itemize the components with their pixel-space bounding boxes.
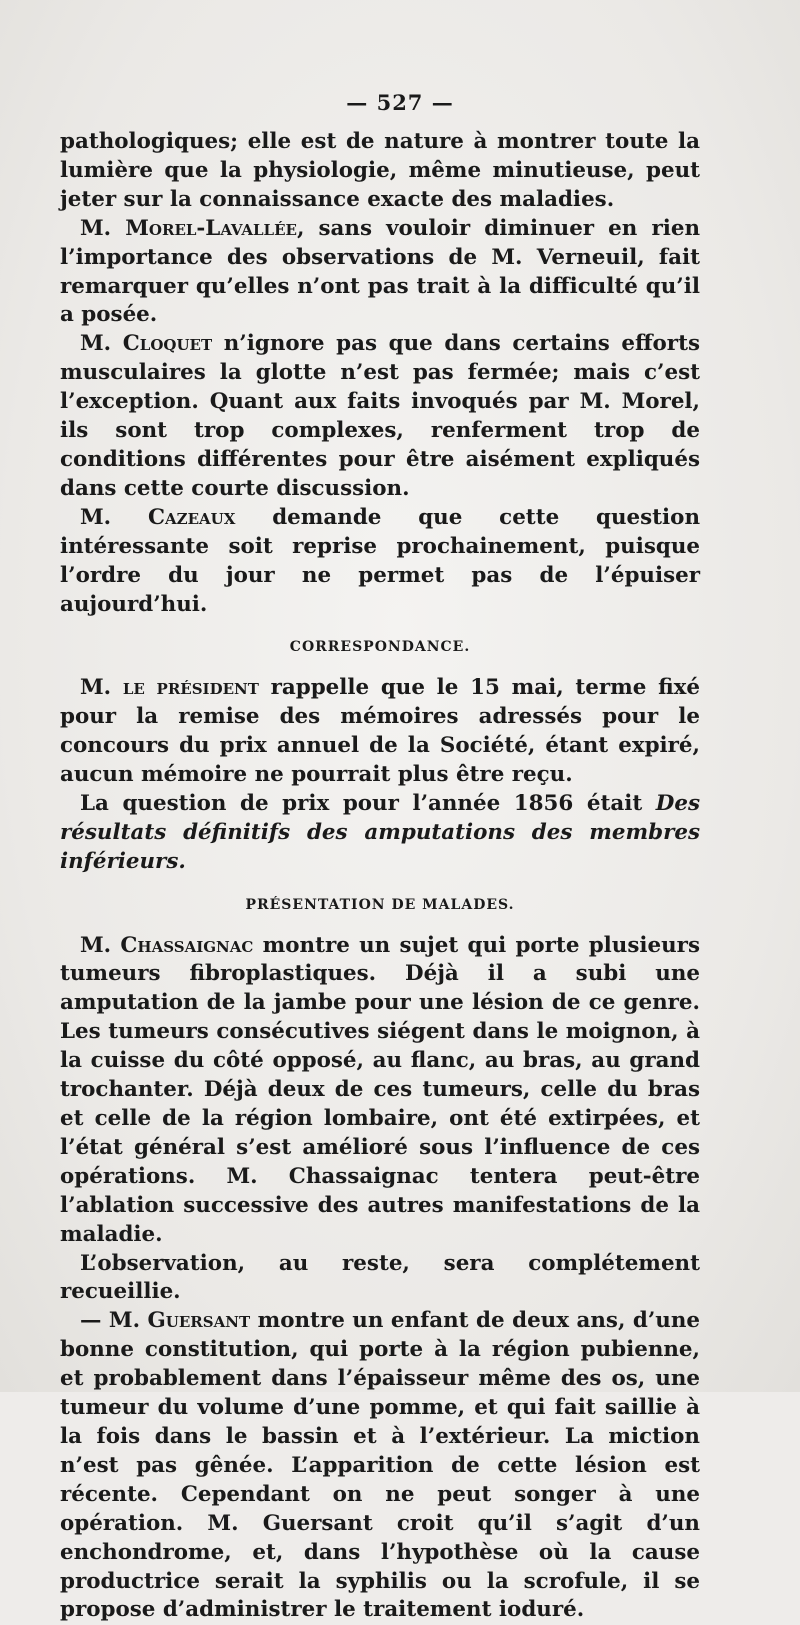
body-text — [60, 128, 700, 1625]
speech-text: n’ignore pas que dans certains efforts musculaires la glotte n’est pas fermée; mais c’est l’exception. Quant aux faits invoqués par M. Morel, ils sont trop complexes, renferment trop de conditions différentes pour être aisément expliqués dans cette courte discussion. — [60, 331, 700, 501]
prefix: M. — [80, 504, 148, 530]
speaker-name: Guersant — [147, 1308, 251, 1334]
paragraph-chassaignac — [60, 932, 700, 1250]
paragraph-prize-question — [60, 790, 700, 877]
speech-text: rappelle que le 15 mai, terme fixé pour la remise des mémoires adressés pour le concours du prix annuel de la Société, étant expiré, aucun mémoire ne pourrait plus être reçu. — [60, 675, 700, 788]
page-number: — 527 — — [346, 90, 454, 115]
prize-text: La question de prix pour l’année 1856 était — [80, 790, 656, 816]
speaker-name: Chassaignac — [120, 932, 254, 958]
prefix: M. — [80, 932, 121, 958]
prefix: — M. — [80, 1308, 148, 1334]
paragraph-cloquet — [60, 330, 700, 503]
prefix: M. — [80, 215, 126, 241]
paragraph-1: pathologiques; elle est de nature à montrer toute la lumière que la physiologie, même minutieuse, peut jeter sur la connaissance exacte des maladies. — [60, 129, 700, 212]
speaker-name: le président — [122, 675, 259, 701]
speaker-name: Cazeaux — [147, 504, 236, 530]
prefix: M. — [80, 331, 123, 357]
paragraph-cazeaux — [60, 504, 700, 620]
speech-text: , sans vouloir diminuer en rien l’importance des observations de M. Verneuil, fait remarquer qu’elles n’ont pas trait à la difficulté qu’il a posée. — [60, 215, 700, 328]
speech-text: montre un sujet qui porte plusieurs tumeurs fibroplastiques. Déjà il a subi une amputation de la jambe pour une lésion de ce genre. Les tumeurs consécutives siégent dans le moignon, à la cuisse du côté opposé, au flanc, au bras, au grand trochanter. Déjà deux de ces tumeurs, celle du bras et celle de la région lombaire, ont été extirpées, et l’état général s’est amélioré sous l’influence de ces opérations. M. Chassaignac tentera peut-être l’ablation successive des autres manifestations de la maladie. — [60, 932, 700, 1247]
speaker-name: Morel-Lavallée — [125, 215, 297, 241]
paragraph-guersant — [60, 1307, 700, 1625]
paragraph-president — [60, 674, 700, 790]
section-heading-correspondance: CORRESPONDANCE. — [289, 639, 471, 656]
paragraph-morel-lavallee — [60, 215, 700, 331]
speech-text: montre un enfant de deux ans, d’une bonne constitution, qui porte à la région pubienne, et probablement dans l’épaisseur même des os, une tumeur du volume d’une pomme, et qui fait saillie à la fois dans le bassin et à l’extérieur. La miction n’est pas gênée. L’apparition de cette lésion est récente. Cependant on ne peut songer à une opération. M. Guersant croit qu’il s’agit d’un enchondrome, et, dans l’hypothèse où la cause productrice serait la syphilis ou la scrofule, il se propose d’administrer le traitement ioduré. — [60, 1308, 700, 1623]
paragraph-observation: L’observation, au reste, sera complétement recueillie. — [60, 1250, 700, 1305]
prize-title: Des résultats définitifs des amputations des membres inférieurs. — [60, 790, 700, 874]
speaker-name: Cloquet — [122, 331, 213, 357]
speech-text: demande que cette question intéressante soit reprise prochainement, puisque l’ordre du jour ne permet pas de l’épuiser aujourd’hui. — [60, 504, 701, 617]
prefix: M. — [80, 675, 123, 701]
section-heading-presentation: PRÉSENTATION DE MALADES. — [245, 896, 515, 913]
